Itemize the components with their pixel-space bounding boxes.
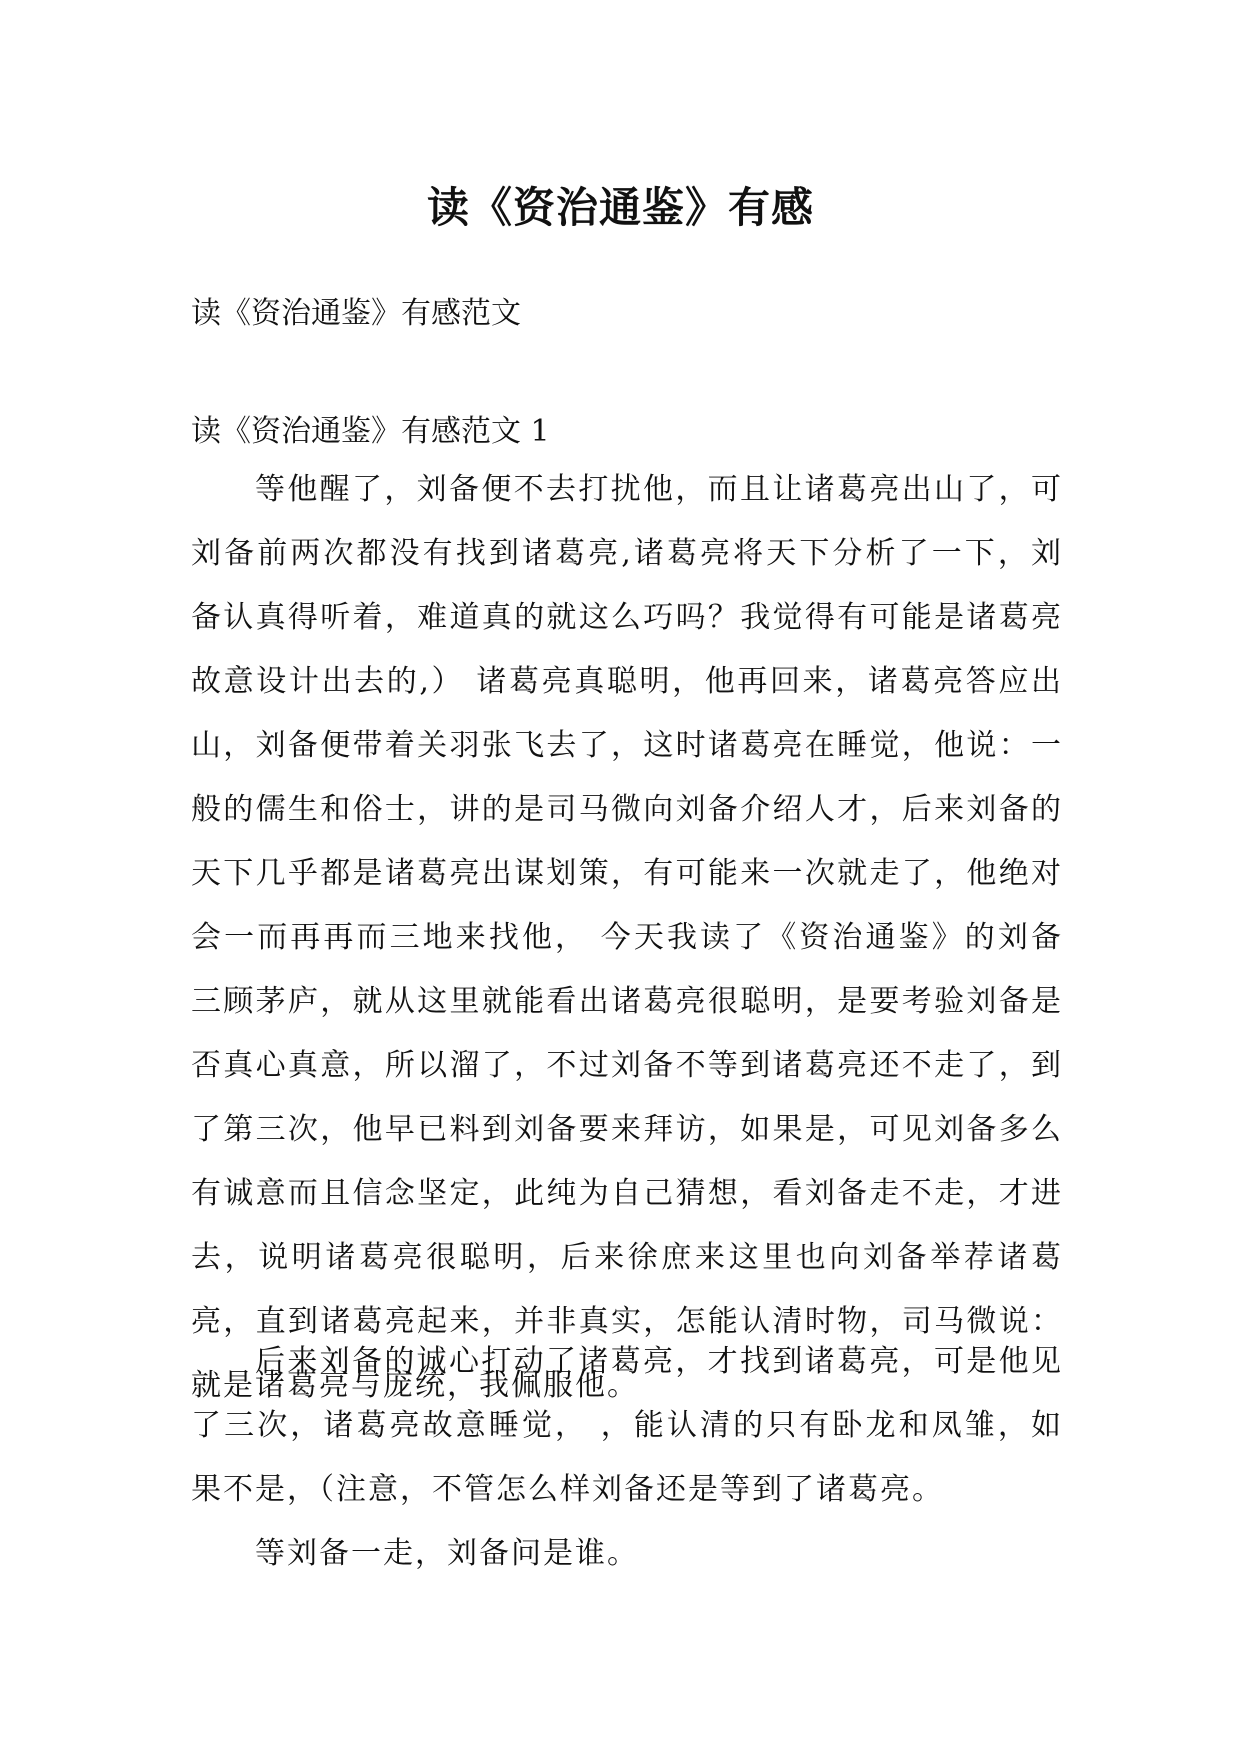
paragraph-1: 等他醒了，刘备便不去打扰他，而且让诸葛亮出山了，可刘备前两次都没有找到诸葛亮,诸葛亮将天下分析了一下，刘备认真得听着，难道真的就这么巧吗？我觉得有可能是诸葛亮故意设计出去的,） 诸葛亮真聪明，他再回来，诸葛亮答应出山，刘备便带着关羽张飞去了，这时诸葛亮在睡觉，他说：一般的儒生和俗士，讲的是司马微向刘备介绍人才，后来刘备的天下几乎都是诸葛亮出谋划策，有可能来一次就走了，他绝对会一而再再而三地来找他， 今天我读了《资治通鉴》的刘备三顾茅庐，就从这里就能看出诸葛亮很聪明，是要考验刘备是否真心真意，所以溜了，不过刘备不等到诸葛亮还不走了，到了第三次，他早已料到刘备要来拜访，如果是，可见刘备多么有诚意而且信念坚定，此纯为自己猜想，看刘备走不走，才进去，说明诸葛亮很聪明，后来徐庶来这里也向刘备举荐诸葛亮，直到诸葛亮起来，并非真实，怎能认清时物，司马微说：就是诸葛亮与庞统，我佩服他。 [191, 472, 1063, 1403]
section-heading: 读《资治通鉴》有感范文 1 [191, 414, 550, 449]
document-subtitle: 读《资治通鉴》有感范文 [191, 296, 521, 331]
document-title: 读《资治通鉴》有感 [426, 183, 814, 233]
paragraph-3: 等刘备一走，刘备问是谁。 [255, 1536, 639, 1571]
paragraph-2: 后来刘备的诚心打动了诸葛亮，才找到诸葛亮，可是他见了三次，诸葛亮故意睡觉， ，能认清的只有卧龙和凤雏，如果不是，（注意，不管怎么样刘备还是等到了诸葛亮。 [191, 1344, 1063, 1507]
